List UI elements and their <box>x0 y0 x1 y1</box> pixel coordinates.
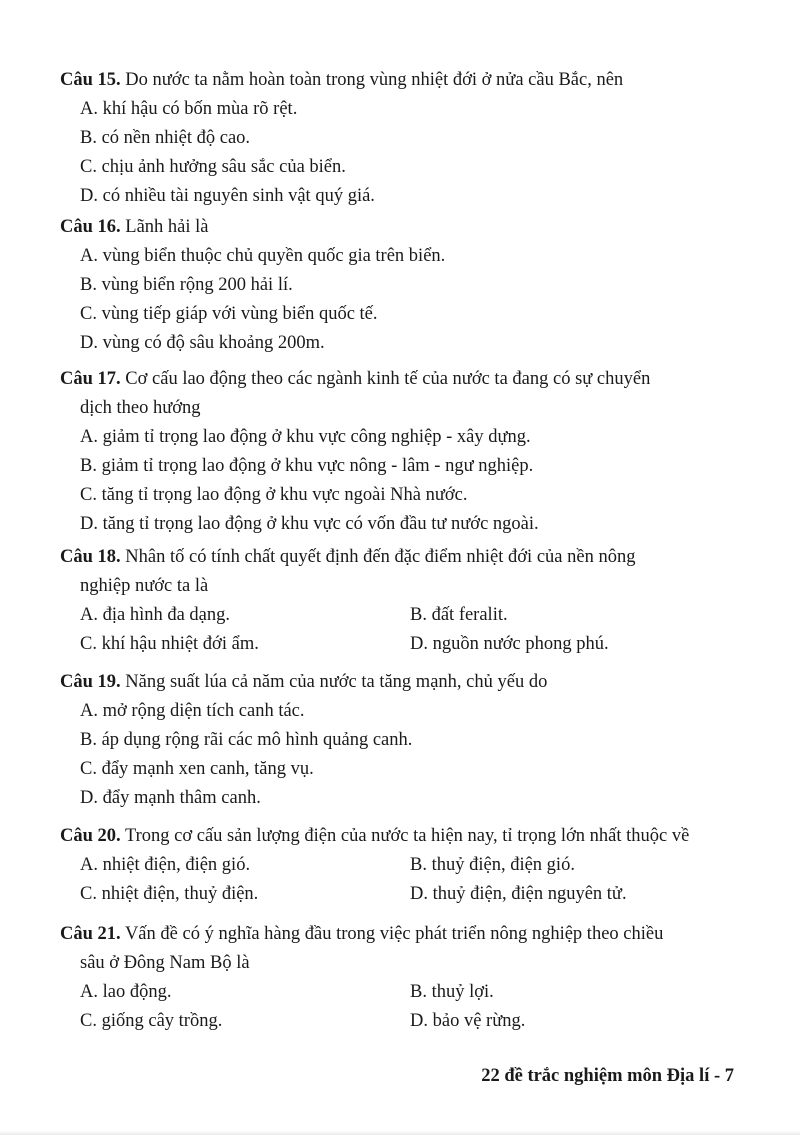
option-b: B. đất feralit. <box>410 605 508 625</box>
option-a: A. vùng biển thuộc chủ quyền quốc gia trên biển. <box>80 246 446 266</box>
option-d: D. có nhiều tài nguyên sinh vật quý giá. <box>80 186 375 206</box>
question-21 <box>60 920 750 1036</box>
option-b: B. có nền nhiệt độ cao. <box>80 128 251 148</box>
question-text: Vấn đề có ý nghĩa hàng đầu trong việc phát triển nông nghiệp theo chiều <box>120 924 664 944</box>
question-text: Năng suất lúa cả năm của nước ta tăng mạnh, chủ yếu do <box>120 672 548 692</box>
option-d: D. nguồn nước phong phú. <box>410 634 609 654</box>
option-c: C. chịu ảnh hưởng sâu sắc của biển. <box>80 157 346 177</box>
question-17 <box>60 365 750 539</box>
question-text-continued: sâu ở Đông Nam Bộ là <box>80 953 250 973</box>
option-a: A. giảm tỉ trọng lao động ở khu vực công nghiệp - xây dựng. <box>80 427 531 447</box>
question-18 <box>60 543 750 659</box>
option-c: C. nhiệt điện, thuỷ điện. <box>80 884 259 904</box>
option-a: A. khí hậu có bốn mùa rõ rệt. <box>80 99 298 119</box>
question-text: Do nước ta nằm hoàn toàn trong vùng nhiệt đới ở nửa cầu Bắc, nên <box>120 70 624 90</box>
option-d: D. thuỷ điện, điện nguyên tử. <box>410 884 627 904</box>
option-d: D. đẩy mạnh thâm canh. <box>80 788 261 808</box>
question-15-stem <box>60 66 750 95</box>
question-number: Câu 15. <box>60 70 121 90</box>
question-15 <box>60 66 750 211</box>
question-18-stem <box>60 543 750 572</box>
question-text: Trong cơ cấu sản lượng điện của nước ta hiện nay, tỉ trọng lớn nhất thuộc về <box>120 826 690 846</box>
question-text-continued: dịch theo hướng <box>80 398 201 418</box>
question-text-continued: nghiệp nước ta là <box>80 576 209 596</box>
scan-edge <box>0 1131 800 1135</box>
question-number: Câu 18. <box>60 547 121 567</box>
question-20-stem <box>60 822 750 851</box>
option-d: D. bảo vệ rừng. <box>410 1011 526 1031</box>
option-a: A. lao động. <box>80 982 172 1002</box>
option-d: D. vùng có độ sâu khoảng 200m. <box>80 333 325 353</box>
option-a: A. mở rộng diện tích canh tác. <box>80 701 305 721</box>
question-17-stem <box>60 365 750 394</box>
question-number: Câu 16. <box>60 217 121 237</box>
question-16 <box>60 213 750 358</box>
option-c: C. đẩy mạnh xen canh, tăng vụ. <box>80 759 314 779</box>
question-20 <box>60 822 750 909</box>
question-19-stem <box>60 668 750 697</box>
question-text: Nhân tố có tính chất quyết định đến đặc điểm nhiệt đới của nền nông <box>120 547 636 567</box>
option-c: C. tăng tỉ trọng lao động ở khu vực ngoài Nhà nước. <box>80 485 468 505</box>
options-grid <box>60 978 750 1036</box>
options-grid <box>60 851 750 909</box>
question-16-stem <box>60 213 750 242</box>
option-b: B. thuỷ điện, điện gió. <box>410 855 575 875</box>
option-d: D. tăng tỉ trọng lao động ở khu vực có vốn đầu tư nước ngoài. <box>80 514 539 534</box>
question-number: Câu 20. <box>60 826 121 846</box>
option-a: A. địa hình đa dạng. <box>80 605 231 625</box>
option-b: B. giảm tỉ trọng lao động ở khu vực nông - lâm - ngư nghiệp. <box>80 456 534 476</box>
question-text: Cơ cấu lao động theo các ngành kinh tế của nước ta đang có sự chuyển <box>120 369 651 389</box>
page-footer: 22 đề trắc nghiệm môn Địa lí - 7 <box>481 1066 734 1086</box>
option-b: B. vùng biển rộng 200 hải lí. <box>80 275 293 295</box>
question-19 <box>60 668 750 813</box>
question-number: Câu 21. <box>60 924 121 944</box>
option-c: C. vùng tiếp giáp với vùng biển quốc tế. <box>80 304 378 324</box>
option-c: C. khí hậu nhiệt đới ẩm. <box>80 634 259 654</box>
question-21-stem <box>60 920 750 949</box>
question-text: Lãnh hải là <box>120 217 209 237</box>
question-number: Câu 19. <box>60 672 121 692</box>
option-c: C. giống cây trồng. <box>80 1011 223 1031</box>
option-b: B. áp dụng rộng rãi các mô hình quảng canh. <box>80 730 413 750</box>
question-number: Câu 17. <box>60 369 121 389</box>
options-grid <box>60 601 750 659</box>
option-b: B. thuỷ lợi. <box>410 982 494 1002</box>
option-a: A. nhiệt điện, điện gió. <box>80 855 251 875</box>
